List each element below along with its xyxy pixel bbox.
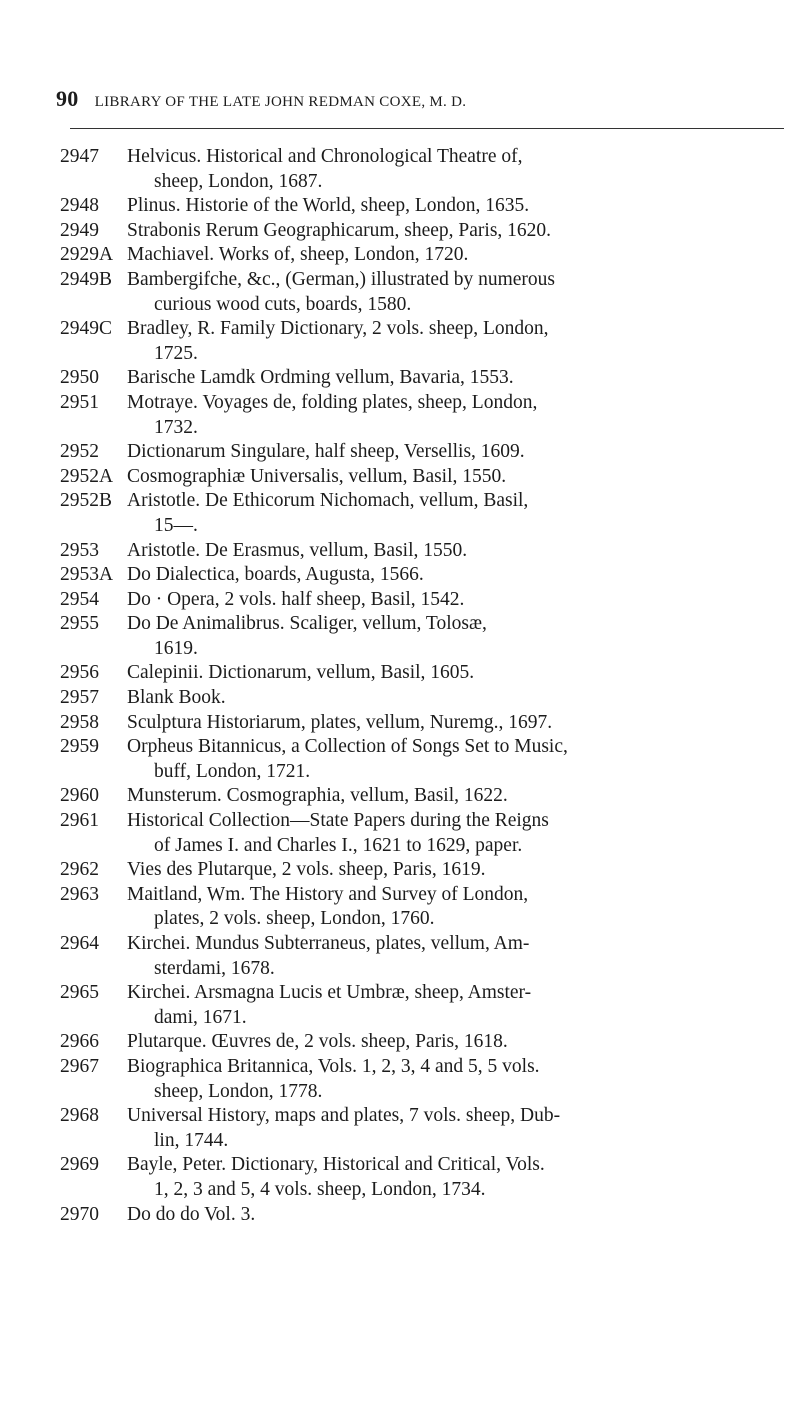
running-title: LIBRARY OF THE LATE JOHN REDMAN COXE, M. D. bbox=[94, 94, 467, 110]
entry-text: Kirchei. Arsmagna Lucis et Umbræ, sheep, Amster- bbox=[127, 982, 532, 1004]
entry-number bbox=[60, 170, 127, 195]
entry-number bbox=[60, 342, 127, 367]
entry-number: 2952A bbox=[60, 465, 114, 487]
entry-number bbox=[60, 1129, 127, 1154]
entry-text: Sculptura Historiarum, plates, vellum, Nuremg., 1697. bbox=[127, 711, 553, 733]
catalogue-entry bbox=[60, 809, 785, 834]
entry-text: Do De Animalibrus. Scaliger, vellum, Tolosæ, bbox=[127, 613, 487, 635]
entry-number bbox=[60, 907, 127, 932]
catalogue-entry bbox=[60, 1104, 785, 1129]
entry-text: Plinus. Historie of the World, sheep, London, 1635. bbox=[127, 195, 530, 217]
entry-number: 2957 bbox=[60, 687, 99, 709]
entry-number: 2956 bbox=[60, 662, 99, 684]
catalogue-entry bbox=[60, 243, 785, 268]
entry-text: lin, 1744. bbox=[154, 1129, 229, 1151]
catalogue-entry bbox=[60, 686, 785, 711]
catalogue-entry bbox=[60, 661, 785, 686]
entry-number: 2965 bbox=[60, 982, 99, 1004]
catalogue-entry-continuation bbox=[60, 760, 785, 785]
entry-text: Strabonis Rerum Geographicarum, sheep, Paris, 1620. bbox=[127, 219, 552, 241]
catalogue-entry bbox=[60, 932, 785, 957]
entry-text: 15—. bbox=[154, 514, 198, 536]
entry-number: 2950 bbox=[60, 367, 99, 389]
catalogue-entry-continuation bbox=[60, 293, 785, 318]
entry-number: 2953 bbox=[60, 539, 99, 561]
catalogue-entry bbox=[60, 1055, 785, 1080]
entry-text: 1732. bbox=[154, 416, 198, 438]
entry-text: dami, 1671. bbox=[154, 1006, 247, 1028]
entry-number: 2947 bbox=[60, 146, 99, 167]
entry-number bbox=[60, 1178, 127, 1203]
entry-text: Dictionarum Singulare, half sheep, Versellis, 1609. bbox=[127, 441, 525, 463]
entry-number: 2958 bbox=[60, 711, 99, 733]
entry-number: 2959 bbox=[60, 736, 99, 758]
catalogue-entry bbox=[60, 1030, 785, 1055]
entry-text: Aristotle. De Ethicorum Nichomach, vellum, Basil, bbox=[127, 490, 529, 512]
entry-number bbox=[60, 760, 127, 785]
header-rule bbox=[70, 128, 784, 129]
entry-number bbox=[60, 637, 127, 662]
entry-text: Maitland, Wm. The History and Survey of London, bbox=[127, 883, 529, 905]
entry-number: 2970 bbox=[60, 1203, 99, 1225]
catalogue-entry bbox=[60, 711, 785, 736]
catalogue-entry bbox=[60, 391, 785, 416]
entry-number: 2952 bbox=[60, 441, 99, 463]
catalogue-entry bbox=[60, 858, 785, 883]
entry-text: Bradley, R. Family Dictionary, 2 vols. sheep, London, bbox=[127, 318, 549, 340]
entry-number: 2964 bbox=[60, 933, 99, 954]
entry-text: Orpheus Bitannicus, a Collection of Songs Set to Music, bbox=[127, 736, 568, 758]
catalogue-entry bbox=[60, 883, 785, 908]
catalogue-entry bbox=[60, 268, 785, 293]
catalogue-entry bbox=[60, 612, 785, 637]
entry-number: 2949B bbox=[60, 268, 113, 290]
catalogue-entry bbox=[60, 784, 785, 809]
entry-text: Plutarque. Œuvres de, 2 vols. sheep, Paris, 1618. bbox=[127, 1031, 508, 1053]
catalogue-entry bbox=[60, 317, 785, 342]
catalogue-entry bbox=[60, 366, 785, 391]
entry-number: 2955 bbox=[60, 613, 99, 635]
entry-text: buff, London, 1721. bbox=[154, 760, 311, 782]
entry-text: plates, 2 vols. sheep, London, 1760. bbox=[154, 908, 435, 930]
entry-number: 2962 bbox=[60, 859, 99, 881]
catalogue-entry-continuation bbox=[60, 416, 785, 441]
entry-number: 2952B bbox=[60, 490, 113, 512]
entry-text: 1619. bbox=[154, 637, 198, 659]
entry-text: Blank Book. bbox=[127, 687, 226, 709]
entry-number: 2929A bbox=[60, 244, 114, 266]
entry-text: Cosmographiæ Universalis, vellum, Basil, 1550. bbox=[127, 465, 507, 487]
entry-text: Historical Collection—State Papers during the Reigns bbox=[127, 810, 549, 832]
entry-text: Motraye. Voyages de, folding plates, sheep, London, bbox=[127, 391, 538, 413]
entry-text: curious wood cuts, boards, 1580. bbox=[154, 293, 412, 315]
entry-number: 2949C bbox=[60, 318, 113, 340]
catalogue-entry bbox=[60, 145, 785, 170]
entry-number: 2951 bbox=[60, 391, 99, 413]
entry-number bbox=[60, 514, 127, 539]
catalogue-entry-continuation bbox=[60, 1129, 785, 1154]
entry-text: Do · Opera, 2 vols. half sheep, Basil, 1542. bbox=[127, 588, 465, 610]
entry-text: Bambergifche, &c., (German,) illustrated by numerous bbox=[127, 268, 555, 290]
catalogue-entry bbox=[60, 1203, 785, 1228]
catalogue-entry-continuation bbox=[60, 907, 785, 932]
catalogue-entry bbox=[60, 539, 785, 564]
entry-text: 1, 2, 3 and 5, 4 vols. sheep, London, 1734. bbox=[154, 1178, 486, 1200]
entry-number: 2966 bbox=[60, 1031, 99, 1053]
entry-number: 2967 bbox=[60, 1055, 99, 1077]
entry-number bbox=[60, 834, 127, 859]
entry-text: Do Dialectica, boards, Augusta, 1566. bbox=[127, 564, 424, 586]
entry-text: sheep, London, 1778. bbox=[154, 1080, 323, 1102]
entry-number bbox=[60, 293, 127, 318]
catalogue-entry bbox=[60, 735, 785, 760]
catalogue-entry bbox=[60, 440, 785, 465]
entry-text: Calepinii. Dictionarum, vellum, Basil, 1605. bbox=[127, 662, 475, 684]
entry-text: Vies des Plutarque, 2 vols. sheep, Paris, 1619. bbox=[127, 859, 486, 881]
entry-number: 2953A bbox=[60, 564, 114, 586]
catalogue-entry-continuation bbox=[60, 1178, 785, 1203]
entry-number: 2949 bbox=[60, 219, 99, 241]
entry-text: Do do do Vol. 3. bbox=[127, 1203, 256, 1225]
catalogue-entry-continuation bbox=[60, 1080, 785, 1105]
catalogue-entry-continuation bbox=[60, 957, 785, 982]
entry-text: Machiavel. Works of, sheep, London, 1720. bbox=[127, 244, 469, 266]
entry-text: Helvicus. Historical and Chronological Theatre of, bbox=[127, 146, 523, 167]
entry-text: of James I. and Charles I., 1621 to 1629, paper. bbox=[154, 834, 523, 856]
entry-text: Universal History, maps and plates, 7 vols. sheep, Dub- bbox=[127, 1105, 561, 1127]
entry-number: 2954 bbox=[60, 588, 99, 610]
page-header bbox=[56, 86, 776, 112]
entry-text: Munsterum. Cosmographia, vellum, Basil, 1622. bbox=[127, 785, 508, 807]
entry-number: 2968 bbox=[60, 1105, 99, 1127]
entry-number bbox=[60, 1006, 127, 1031]
catalogue-entry bbox=[60, 194, 785, 219]
entry-number bbox=[60, 416, 127, 441]
catalogue-entry-continuation bbox=[60, 342, 785, 367]
entry-number bbox=[60, 957, 127, 982]
entry-number: 2948 bbox=[60, 195, 99, 217]
entry-text: Kirchei. Mundus Subterraneus, plates, vellum, Am- bbox=[127, 933, 530, 954]
entry-text: Barische Lamdk Ordming vellum, Bavaria, 1553. bbox=[127, 367, 514, 389]
catalogue-entries bbox=[60, 145, 785, 1227]
catalogue-entry-continuation bbox=[60, 170, 785, 195]
catalogue-entry-continuation bbox=[60, 514, 785, 539]
catalogue-entry bbox=[60, 563, 785, 588]
entry-number: 2961 bbox=[60, 810, 99, 832]
entry-text: Bayle, Peter. Dictionary, Historical and Critical, Vols. bbox=[127, 1154, 545, 1176]
entry-text: sterdami, 1678. bbox=[154, 957, 275, 979]
entry-text: Aristotle. De Erasmus, vellum, Basil, 1550. bbox=[127, 539, 468, 561]
catalogue-entry-continuation bbox=[60, 834, 785, 859]
entry-number: 2963 bbox=[60, 883, 99, 905]
entry-text: Biographica Britannica, Vols. 1, 2, 3, 4 and 5, 5 vols. bbox=[127, 1055, 540, 1077]
catalogue-entry bbox=[60, 1153, 785, 1178]
catalogue-entry bbox=[60, 465, 785, 490]
catalogue-entry-continuation bbox=[60, 1006, 785, 1031]
entry-text: sheep, London, 1687. bbox=[154, 170, 323, 192]
entry-text: 1725. bbox=[154, 342, 198, 364]
catalogue-entry bbox=[60, 219, 785, 244]
catalogue-entry bbox=[60, 489, 785, 514]
catalogue-entry bbox=[60, 588, 785, 613]
catalogue-entry-continuation bbox=[60, 637, 785, 662]
entry-number bbox=[60, 1080, 127, 1105]
page-number: 90 bbox=[56, 86, 79, 111]
catalogue-entry bbox=[60, 981, 785, 1006]
entry-number: 2969 bbox=[60, 1154, 99, 1176]
entry-number: 2960 bbox=[60, 785, 99, 807]
